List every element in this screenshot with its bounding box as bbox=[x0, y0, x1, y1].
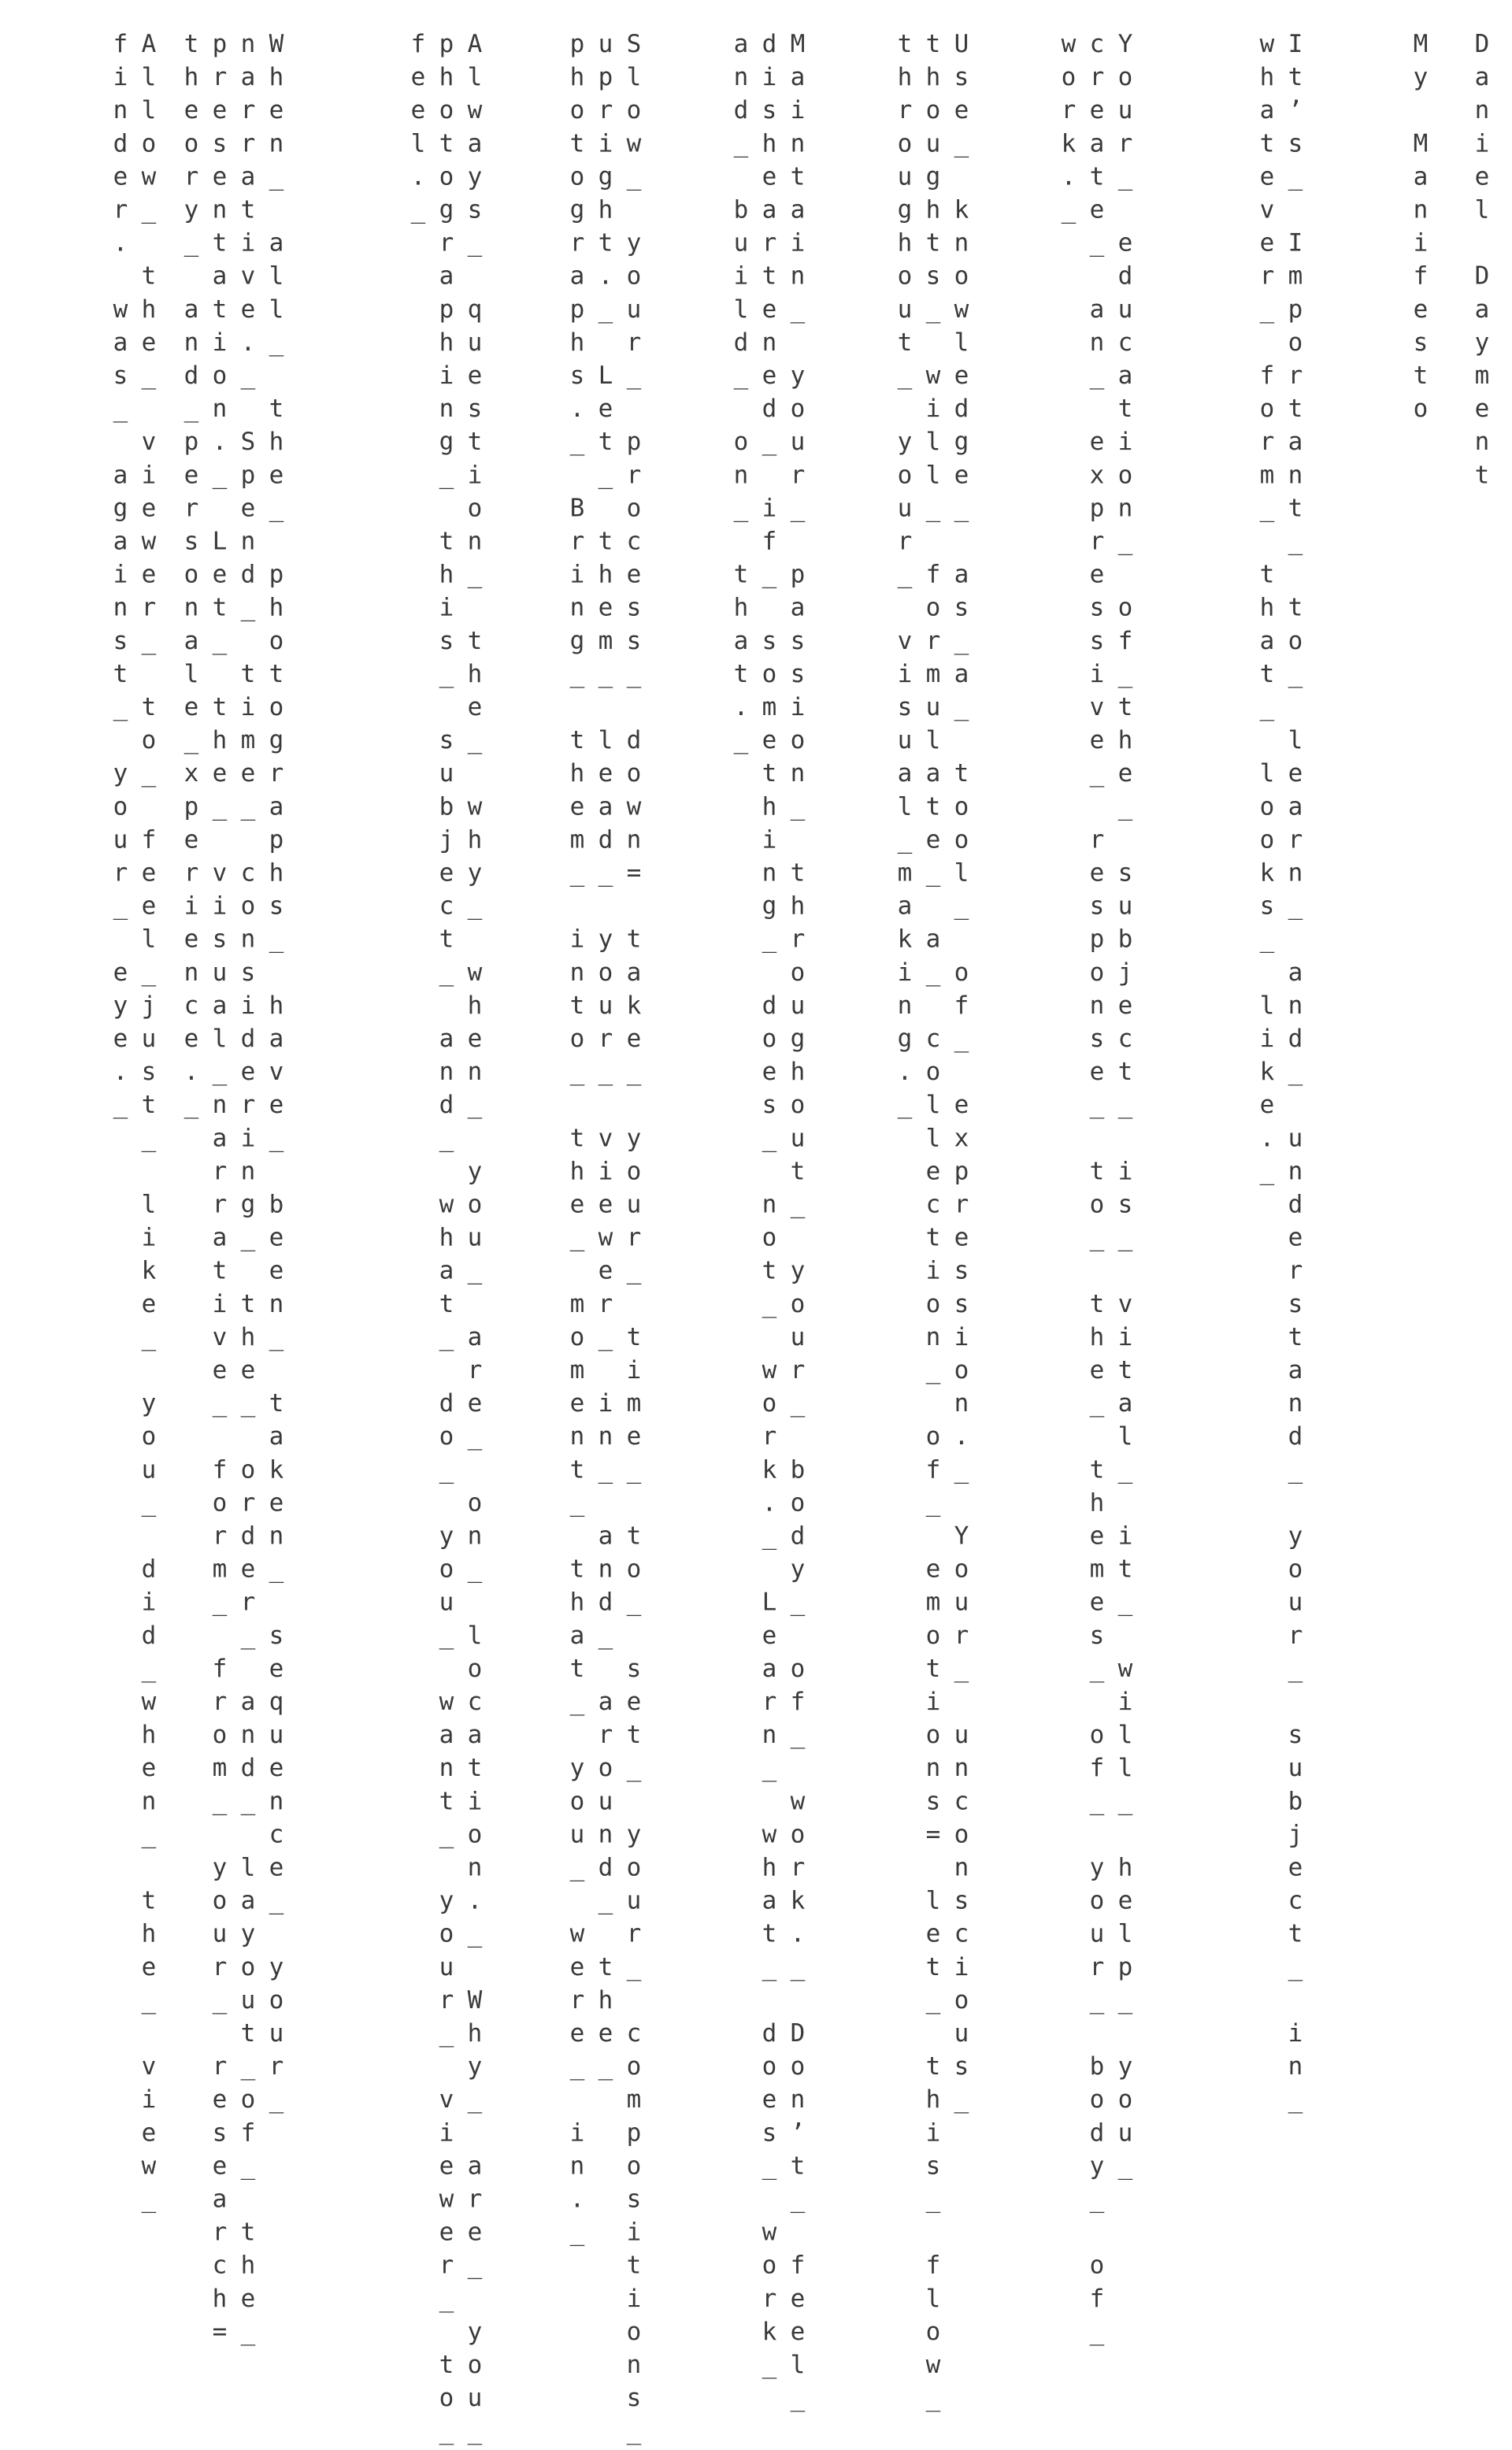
paragraph-line: and_ build_ on_ that._ bbox=[727, 30, 755, 760]
paragraph-line: Use_ knowledge_ as_a_ tool_ of_ expression._ Your_ unconscious_ bbox=[947, 30, 976, 2119]
paragraph-line: Maintain_ your_ passion_ throughout_ your_ body_ of_ work._ Don’t_ feel_ bbox=[784, 30, 812, 2418]
manifesto-title: My Manifesto bbox=[1406, 30, 1435, 428]
manifesto-paragraph bbox=[1054, 30, 1140, 2351]
paragraph-line: photographing_ this_ subject_ and_ what_ do_ you_ want_ your_ viewer_ to_ bbox=[432, 30, 461, 2450]
manifesto-paragraph bbox=[106, 30, 163, 2218]
paragraph-line: Always_ question_ the_ why_ when_ you_ are_ on_ location._ Why_ are_ you_ bbox=[461, 30, 489, 2450]
author-name: Daniel Dayment bbox=[1468, 30, 1496, 495]
paragraph-line: feel._ bbox=[404, 30, 432, 229]
paragraph-line: work._ bbox=[1054, 30, 1083, 229]
paragraph-line: thoughts_ will_ formulate_ a_ collection_ of_ emotions= let_ this_ flow_ bbox=[919, 30, 947, 2418]
manifesto-paragraph bbox=[177, 30, 291, 2351]
paragraph-line: Your_ education_ of_the_ subject_ is_ vital_ it_ will_ help_ you_ bbox=[1111, 30, 1140, 2185]
manifesto-paragraph bbox=[1253, 30, 1310, 2119]
paragraph-line: theory_ and_personale_xperience._ bbox=[177, 30, 206, 1125]
manifesto-paragraph bbox=[727, 30, 812, 2418]
paragraph-line: finder. was_ against_ your_ eye._ bbox=[106, 30, 135, 1125]
paragraph-line: upright._ Let_ them_ lead_ your_ viewer_ in_ and_ around_ the_ bbox=[591, 30, 620, 2086]
manifesto-paragraph bbox=[404, 30, 489, 2450]
paragraph-line: When_ all_ the_ photographs_ have_ been_ taken_ sequence_ your_ bbox=[262, 30, 291, 2119]
paragraph-line: Slow_ your_ process_ down= take_ your_ time_ to_ set_ your_ compositions_ bbox=[620, 30, 648, 2450]
paragraph-line: photographs._ Bring_ them_ into_ the_ moment_ that_ you_ were_ in._ bbox=[563, 30, 591, 2252]
paragraph-line: throughout_ your_ visual_making._ bbox=[891, 30, 919, 1125]
paragraph-line: narrative._ Spend_ time_ considering_ the_ order_ and_ layout_of_ the_ bbox=[234, 30, 262, 2351]
paragraph-line: It’s_ Important_ to_ learn_ and_ understand_ your_ subject_ in_ bbox=[1281, 30, 1310, 2119]
paragraph-line: disheartened_ if_ something_ does_ not_ work._ Learn_ what_ does_ work_ bbox=[755, 30, 784, 2385]
paragraph-line: presentation._ Let_ the_ visual_narrative_ form_ from_ your_ research= bbox=[206, 30, 234, 2351]
paragraph-line: create_ an_ expressive_ response_ to_ the_ themes_ of_ your_ body_ of_ bbox=[1083, 30, 1111, 2351]
paragraph-line: whatever_ form_ that_ looks_ like._ bbox=[1253, 30, 1281, 1191]
manifesto-paragraph bbox=[891, 30, 976, 2418]
paragraph-line: Allow_ the_ viewer_ to_ feel_just_ like_ you_ did_when_ the_ view_ bbox=[135, 30, 163, 2218]
manifesto-paragraph bbox=[563, 30, 648, 2450]
